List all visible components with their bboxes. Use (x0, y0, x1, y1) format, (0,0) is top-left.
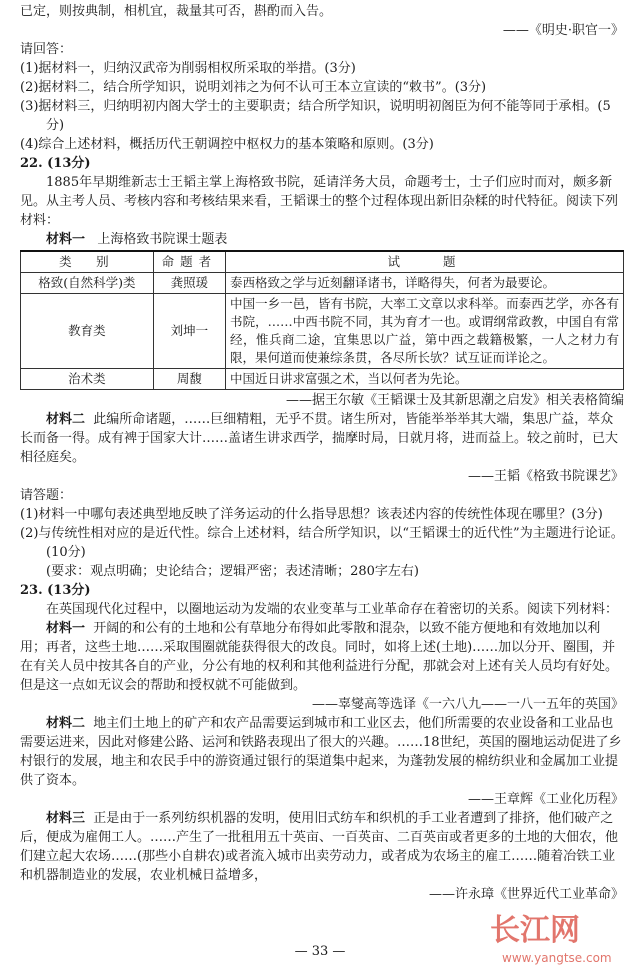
q23-material3 (20, 809, 624, 885)
q22-material1-source: ——据王尔敏《王韬课士及其新思潮之启发》相关表格简编 (285, 393, 624, 408)
table-cell: 周馥 (153, 369, 225, 390)
table-row (21, 369, 624, 390)
q22-requirement: (要求：观点明确；史论结合；逻辑严密；表述清晰；280字左右) (46, 564, 419, 579)
table-row (21, 294, 624, 369)
q21-prompt: 请回答： (20, 42, 73, 57)
page-content (20, 2, 624, 904)
q22-material2-label: 材料二 (46, 412, 86, 427)
table-cell: 中国近日讲求富强之术，当以何者为先论。 (226, 369, 624, 390)
table-cell: 泰西格致之学与近刻翻译诸书，详略得失，何者为最要论。 (226, 273, 624, 294)
q23-material1 (20, 619, 624, 695)
table-cell: 教育类 (21, 294, 154, 369)
q23-material2-label: 材料二 (46, 716, 86, 731)
q22-intro: 1885年早期维新志士王韬主掌上海格致书院，延请洋务大员，命题考士，士子们应时而对，颇多新见。从主考人员、考核内容和考核结果来看，王韬课士的整个过程体现出新旧杂糅的时代特征。阅读下列材料： (20, 175, 619, 228)
table-cell: 格致(自然科学)类 (21, 273, 154, 294)
table-header: 试 题 (226, 251, 624, 273)
q22-material2-text: 此编所命诸题，……巨细精粗，无乎不贯。诸生所对，皆能举举举其大端，集思广益，萃众长而备一得。成有裨于国家大计……盖诸生讲求西学，揣摩时局，日就月将，进而益上。较之前时，已大相径庭矣。 (20, 412, 619, 465)
q21-item: (2)据材料二，结合所学知识，说明刘祎之为何不认可王本立宣读的“敕书”。(3分) (20, 80, 487, 95)
watermark-logo (480, 900, 630, 970)
top-text: 已定，则按典制，相机宜，裁量其可否，斟酌而入告。 (20, 4, 333, 19)
q23-material1-source: ——辜燮高等选译《一六八九——一八一五年的英国》 (311, 697, 624, 712)
q22-material2-source: ——王韬《格致书院课艺》 (467, 469, 624, 484)
table-header: 类 别 (21, 251, 154, 273)
table-row (21, 273, 624, 294)
q23-number: 23. (13分) (20, 583, 91, 598)
watermark-url: www.yangtse.com (502, 951, 612, 965)
q21-item: (1)据材料一，归纳汉武帝为削弱相权所采取的举措。(3分) (20, 61, 356, 76)
q23-material2-source: ——王章辉《工业化历程》 (467, 792, 624, 807)
q22-material1-label: 材料一 (46, 232, 86, 247)
q23-material1-label: 材料一 (46, 621, 86, 636)
q22-material2 (20, 410, 624, 467)
table-cell: 中国一乡一邑，皆有书院，大率工文章以求科举。而泰西艺学，亦各有书院，……中西书院不同，其为育才一也。或谓纲常政教，中国自有常经，惟兵商二途，宜集思以广益，第中西之载籍极繁，一人之材力有限，果何道而使兼综条贯，各尽所长欤？试互证而详论之。 (226, 294, 624, 369)
q22-number: 22. (13分) (20, 156, 91, 171)
watermark-text: 长江网 (490, 913, 580, 948)
table-cell: 刘坤一 (153, 294, 225, 369)
q22-material1-heading (20, 230, 624, 249)
q22-material1-caption: 上海格致书院课士题表 (97, 232, 228, 247)
q23-material3-text: 正是由于一系列纺织机器的发明，使用旧式纺车和织机的手工业者遭到了排挤，他们破产之后，便成为雇佣工人。……产生了一批租用五十英亩、一百英亩、二百英亩或者更多的土地的大佃农，他们建立起大农场……(那些小自耕农)或者流入城市出卖劳动力，或者成为农场主的雇工……随着冶铁工业和机器制造业的发展，农业机械日益增多， (20, 811, 619, 883)
exam-question-table (20, 250, 624, 390)
table-header: 命题者 (153, 251, 225, 273)
q22-item: (1)材料一中哪句表述典型地反映了洋务运动的什么指导思想？该表述内容的传统性体现在哪里？(3分) (20, 507, 603, 522)
q23-material3-source: ——许永璋《世界近代工业革命》 (428, 887, 624, 902)
q23-material2 (20, 714, 624, 790)
q22-item: (2)与传统性相对应的是近代性。综合上述材料，结合所学知识，以“王韬课士的近代性”为主题进行论证。(10分) (20, 526, 624, 560)
top-source: ——《明史·职官一》 (502, 23, 624, 38)
q22-prompt: 请答题： (20, 488, 73, 503)
page-number: — 33 — (294, 944, 346, 959)
q23-material2-text: 地主们土地上的矿产和农产品需要运到城市和工业区去，他们所需要的农业设备和工业品也需要运进来，因此对修建公路、运河和铁路表现出了很大的兴趣。……18世纪，英国的圈地运动促进了乡村银行的发展，地主和农民手中的游资通过银行的渠道集中起来，为蓬勃发展的棉纺织业和金属加工业提供了资本。 (20, 716, 622, 788)
table-header-row (21, 251, 624, 273)
table-cell: 治术类 (21, 369, 154, 390)
q23-material3-label: 材料三 (46, 811, 86, 826)
table-cell: 龚照瑗 (153, 273, 225, 294)
q21-item: (3)据材料三，归纳明初内阁大学士的主要职责；结合所学知识，说明明初阁臣为何不能等同于承相。(5分) (20, 99, 611, 133)
q21-item: (4)综合上述材料，概括历代王朝调控中枢权力的基本策略和原则。(3分) (20, 137, 434, 152)
q23-material1-text: 开阔的和公有的土地和公有草地分布得如此零散和混杂，以致不能方便地和有效地加以利用；再者，这些土地……采取围圈就能获得很大的改良。同时，如将上述(土地)……加以分开、圈围，并在有关人员中按其各自的产业，分公有地的权利和其他利益进行分配，那就会对上述有关人员均有好处。但是这一点如无议会的帮助和授权就不可能做到。 (20, 621, 619, 693)
q23-intro: 在英国现代化过程中，以圈地运动为发端的农业变革与工业革命存在着密切的关系。阅读下列材料： (46, 602, 619, 617)
